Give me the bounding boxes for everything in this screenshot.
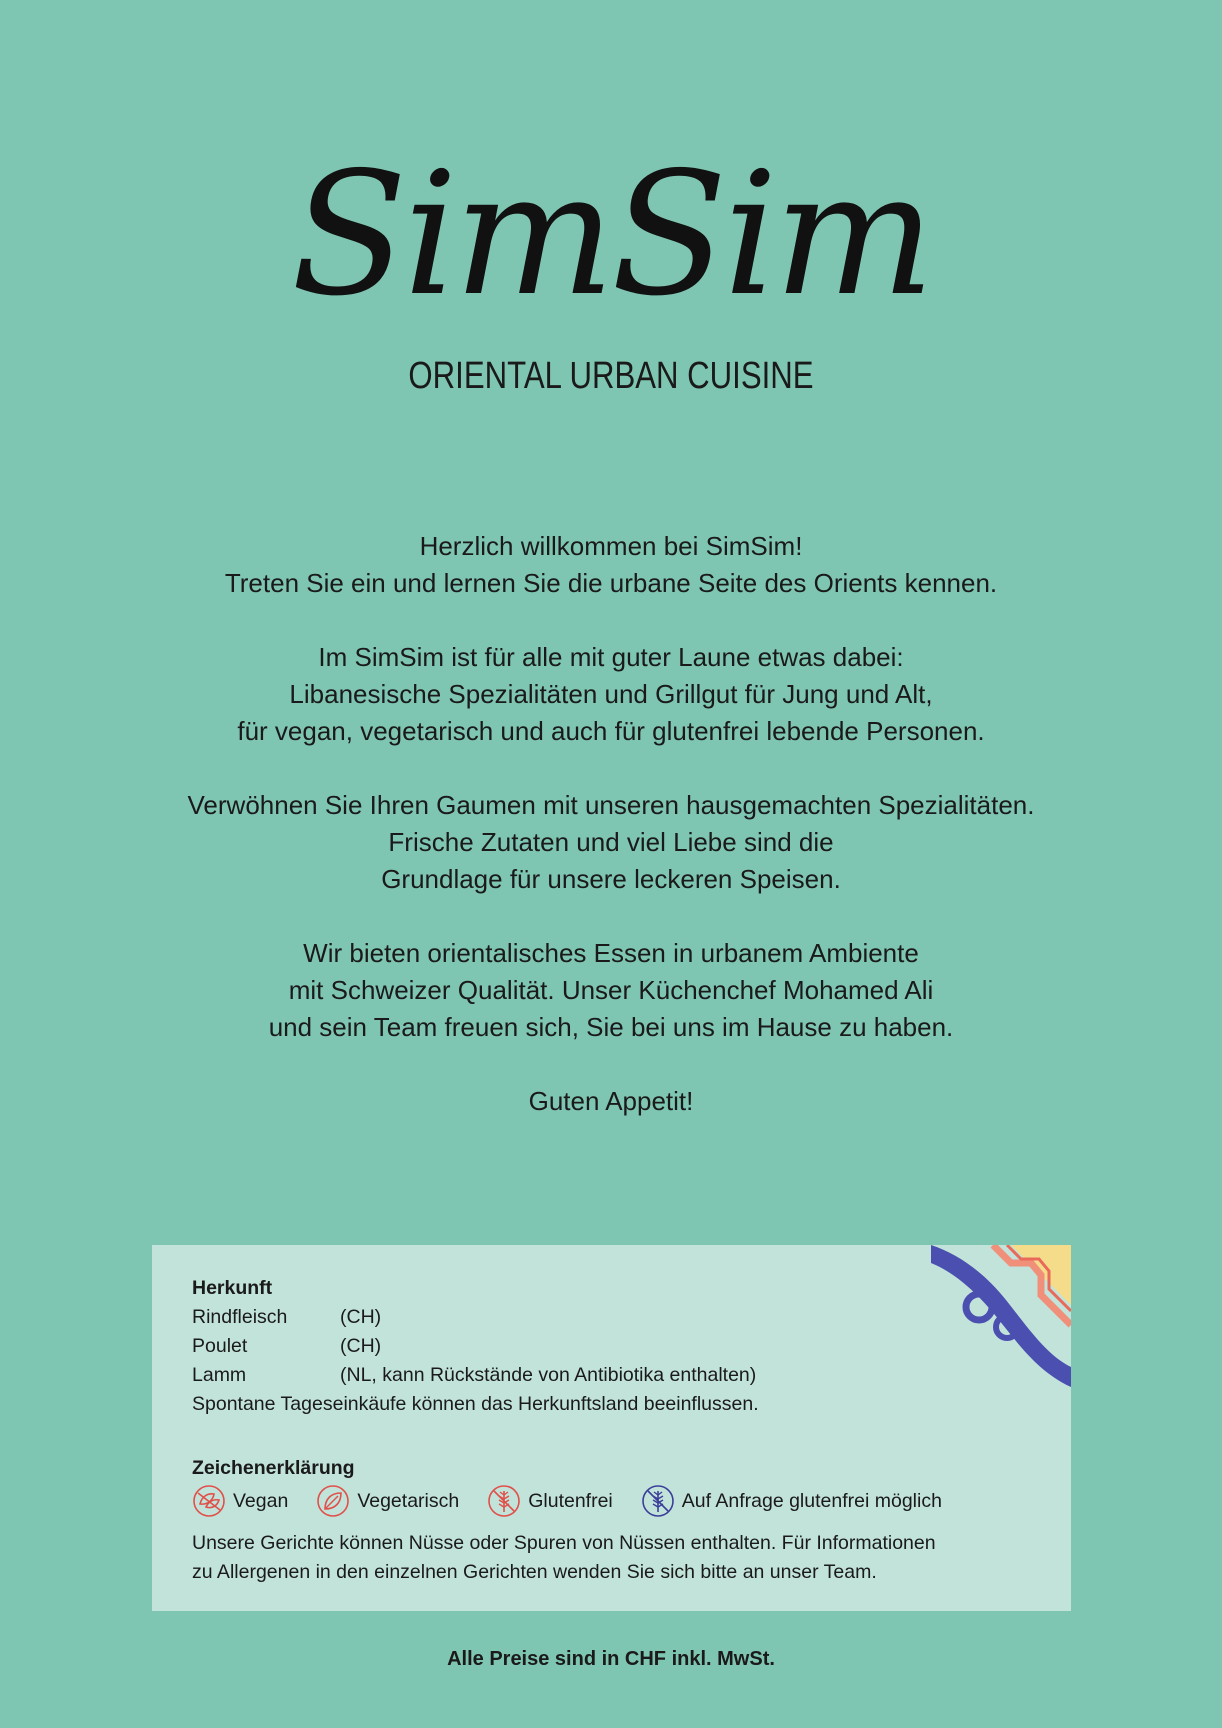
origin-item: Lamm xyxy=(192,1364,247,1386)
intro-line: Wir bieten orientalisches Essen in urbanem Ambiente xyxy=(303,938,919,968)
logo-tagline: ORIENTAL URBAN CUISINE xyxy=(408,355,814,397)
intro-paragraph xyxy=(0,935,1222,1046)
legend-label: Glutenfrei xyxy=(528,1489,613,1512)
origin-row xyxy=(192,1332,1031,1361)
glutenfree-icon xyxy=(487,1484,521,1518)
intro-line: und sein Team freuen sich, Sie bei uns im Hause zu haben. xyxy=(268,1012,954,1042)
decorative-tile-icon xyxy=(931,1245,1071,1387)
glutenfree-on-request-icon xyxy=(641,1484,675,1518)
legend-label: Vegan xyxy=(233,1489,289,1512)
intro-line: Frische Zutaten und viel Liebe sind die xyxy=(388,827,834,857)
welcome-text xyxy=(0,528,1222,1157)
intro-line: für vegan, vegetarisch und auch für glutenfrei lebende Personen. xyxy=(237,716,985,746)
legend-heading: Zeichenerklärung xyxy=(192,1457,355,1479)
intro-paragraph xyxy=(0,787,1222,898)
intro-line: Libanesische Spezialitäten und Grillgut für Jung und Alt, xyxy=(289,679,933,709)
legend-item-glutenfree xyxy=(487,1484,613,1518)
origin-value: (NL, kann Rückstände von Antibiotika enthalten) xyxy=(340,1364,757,1386)
origin-row xyxy=(192,1303,1031,1332)
intro-line: Verwöhnen Sie Ihren Gaumen mit unseren hausgemachten Spezialitäten. xyxy=(187,790,1035,820)
legend-label: Auf Anfrage glutenfrei möglich xyxy=(681,1489,942,1512)
legend xyxy=(192,1483,1031,1519)
legend-item-vegan xyxy=(192,1484,288,1518)
origin-heading: Herkunft xyxy=(192,1277,273,1299)
allergen-note-line: zu Allergenen in den einzelnen Gerichten wenden Sie sich bitte an unser Team. xyxy=(192,1561,877,1583)
origin-item: Poulet xyxy=(192,1335,248,1357)
intro-line: Grundlage für unsere leckeren Speisen. xyxy=(381,864,841,894)
origin-row xyxy=(192,1361,1031,1390)
origin-item: Rindfleisch xyxy=(192,1306,288,1328)
allergen-note-line: Unsere Gerichte können Nüsse oder Spuren von Nüssen enthalten. Für Informationen xyxy=(192,1532,936,1554)
origin-value: (CH) xyxy=(340,1335,382,1357)
legend-item-vegetarian xyxy=(316,1484,459,1518)
intro-line: Herzlich willkommen bei SimSim! xyxy=(419,531,803,561)
intro-line: Guten Appetit! xyxy=(528,1086,694,1116)
intro-paragraph xyxy=(0,528,1222,602)
intro-line: Treten Sie ein und lernen Sie die urbane Seite des Orients kennen. xyxy=(224,568,998,598)
price-note: Alle Preise sind in CHF inkl. MwSt. xyxy=(447,1648,775,1670)
vegetarian-icon xyxy=(316,1484,350,1518)
logo xyxy=(0,136,1222,398)
intro-paragraph xyxy=(0,1083,1222,1120)
intro-line: mit Schweizer Qualität. Unser Küchenchef Mohamed Ali xyxy=(288,975,934,1005)
intro-line: Im SimSim ist für alle mit guter Laune etwas dabei: xyxy=(318,642,904,672)
info-box xyxy=(152,1245,1071,1611)
legend-item-glutenfree-on-request xyxy=(641,1484,942,1518)
legend-label: Vegetarisch xyxy=(357,1489,460,1512)
intro-paragraph xyxy=(0,639,1222,750)
vegan-icon xyxy=(192,1484,226,1518)
allergen-note xyxy=(192,1529,1031,1587)
origin-note: Spontane Tageseinkäufe können das Herkunftsland beeinflussen. xyxy=(192,1393,759,1415)
logo-wordmark: SimSim xyxy=(290,136,932,334)
origin-value: (CH) xyxy=(340,1306,382,1328)
